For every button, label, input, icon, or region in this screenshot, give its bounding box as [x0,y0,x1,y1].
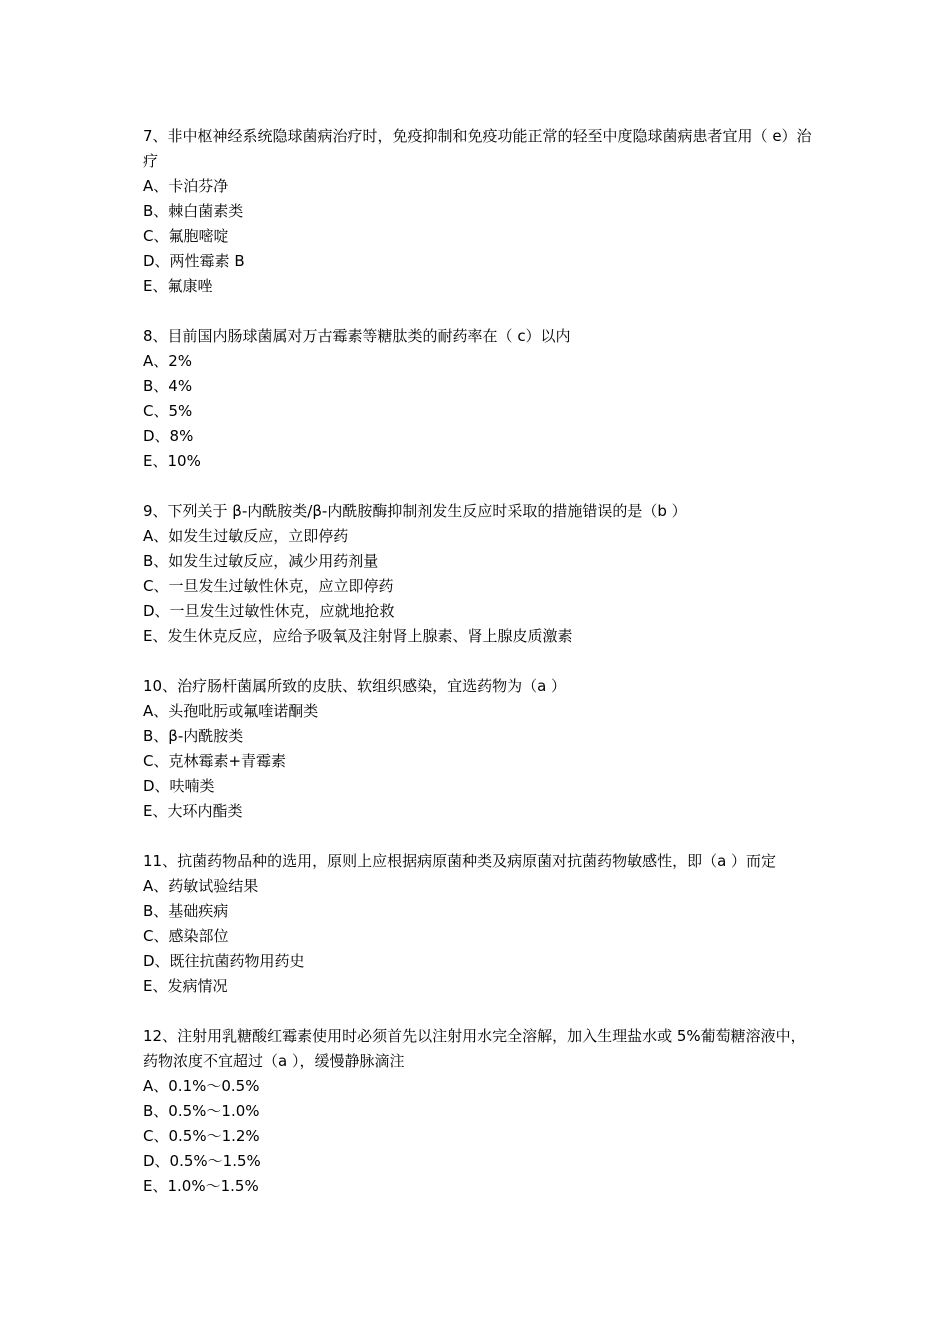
option-d: D、8% [143,427,194,445]
question-stem: 8、目前国内肠球菌属对万古霉素等糖肽类的耐药率在（ c）以内 [143,327,571,345]
option-b: B、β-内酰胺类 [143,727,244,745]
option-c: C、5% [143,402,193,420]
question-10 [143,674,813,824]
option-d: D、一旦发生过敏性休克，应就地抢救 [143,602,395,620]
option-b: B、棘白菌素类 [143,202,244,220]
option-c: C、0.5%～1.2% [143,1127,260,1145]
question-stem: 7、非中枢神经系统隐球菌病治疗时，免疫抑制和免疫功能正常的轻至中度隐球菌病患者宜用（ e）治疗 [143,127,812,170]
option-d: D、呋喃类 [143,777,215,795]
option-b: B、如发生过敏反应，减少用药剂量 [143,552,379,570]
option-e: E、发生休克反应，应给予吸氧及注射肾上腺素、肾上腺皮质激素 [143,627,573,645]
option-a: A、头孢吡肟或氟喹诺酮类 [143,702,319,720]
question-7 [143,124,813,299]
option-a: A、药敏试验结果 [143,877,259,895]
option-a: A、0.1%～0.5% [143,1077,260,1095]
option-a: A、2% [143,352,193,370]
option-b: B、4% [143,377,193,395]
option-e: E、氟康唑 [143,277,213,295]
option-d: D、两性霉素 B [143,252,245,270]
option-a: A、如发生过敏反应，立即停药 [143,527,349,545]
question-stem: 9、下列关于 β-内酰胺类/β-内酰胺酶抑制剂发生反应时采取的措施错误的是（b ） [143,502,687,520]
option-e: E、10% [143,452,201,470]
option-b: B、基础疾病 [143,902,229,920]
question-9 [143,499,813,649]
option-d: D、0.5%～1.5% [143,1152,261,1170]
option-c: C、氟胞嘧啶 [143,227,229,245]
option-c: C、感染部位 [143,927,229,945]
question-stem: 10、治疗肠杆菌属所致的皮肤、软组织感染，宜选药物为（a ） [143,677,567,695]
option-c: C、克林霉素+青霉素 [143,752,287,770]
option-e: E、发病情况 [143,977,228,995]
option-a: A、卡泊芬净 [143,177,229,195]
question-11 [143,849,813,999]
option-e: E、大环内酯类 [143,802,243,820]
question-stem: 11、抗菌药物品种的选用，原则上应根据病原菌种类及病原菌对抗菌药物敏感性，即（a ）而定 [143,852,777,870]
option-c: C、一旦发生过敏性休克，应立即停药 [143,577,394,595]
question-8 [143,324,813,474]
option-b: B、0.5%～1.0% [143,1102,260,1120]
option-d: D、既往抗菌药物用药史 [143,952,305,970]
question-stem: 12、注射用乳糖酸红霉素使用时必须首先以注射用水完全溶解，加入生理盐水或 5%葡萄糖溶液中，药物浓度不宜超过（a ），缓慢静脉滴注 [143,1027,806,1070]
question-12 [143,1024,813,1199]
question-list [143,124,813,1224]
option-e: E、1.0%～1.5% [143,1177,259,1195]
